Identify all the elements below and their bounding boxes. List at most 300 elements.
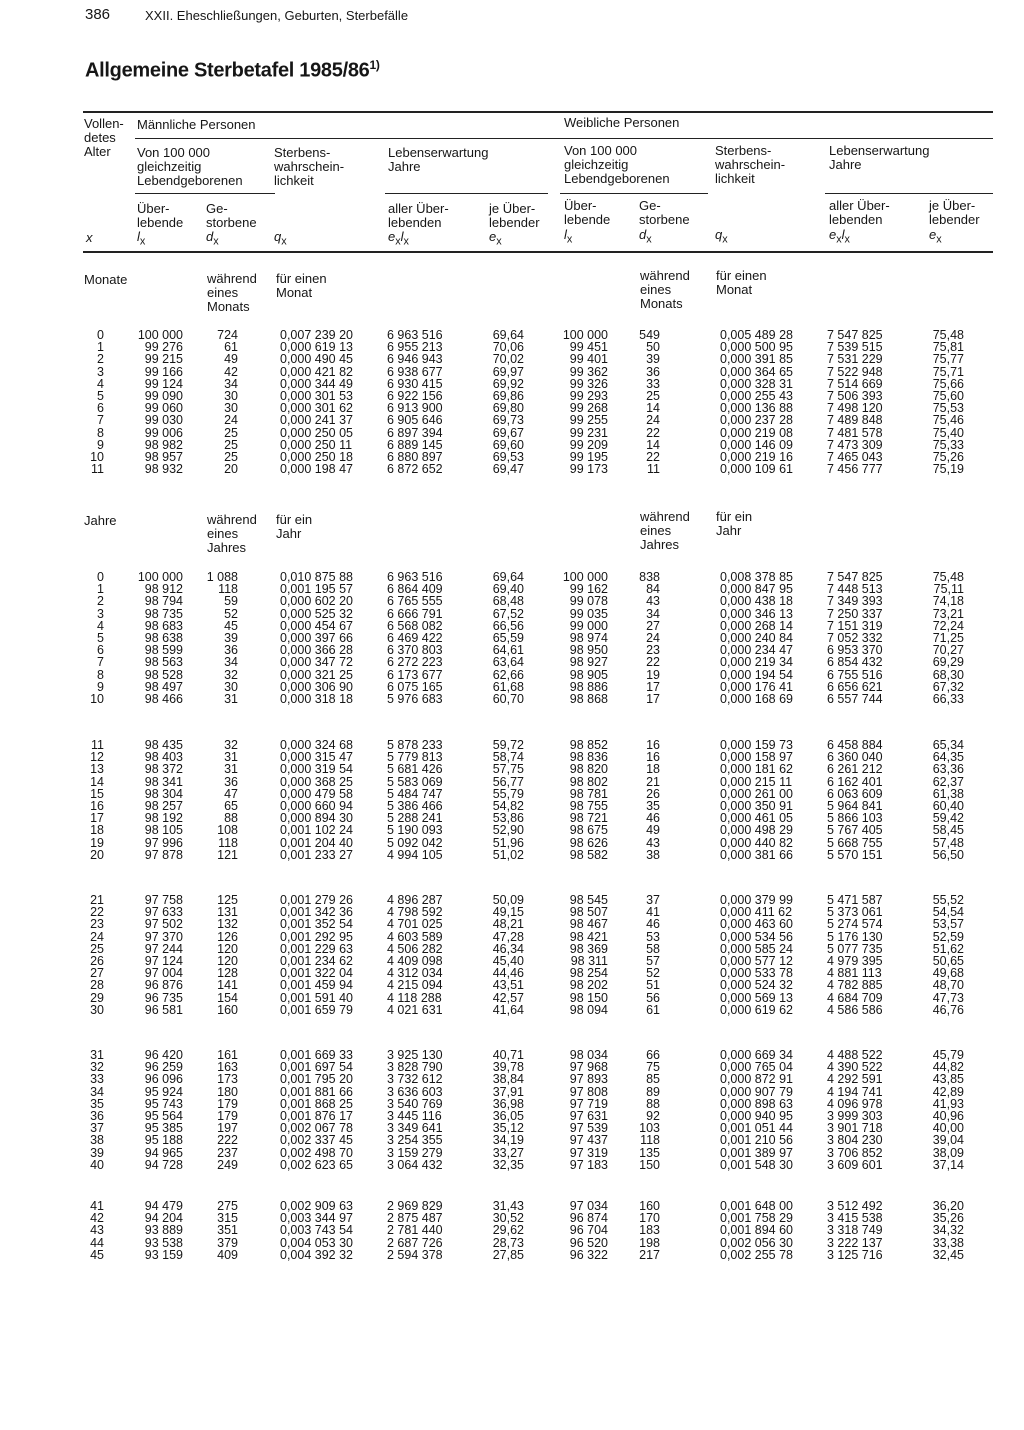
years-male-during-line2: eines <box>207 526 239 541</box>
cell-m-qx: 0,001 233 27 <box>280 847 353 862</box>
cell-m-qx: 0,000 301 62 <box>280 401 353 416</box>
cell-m-dx: 173 <box>217 1072 238 1087</box>
cell-m-dx: 30 <box>224 389 238 403</box>
cell-f-lx: 98 721 <box>569 811 608 826</box>
cell-age: 3 <box>97 606 104 621</box>
cell-f-lx: 98 886 <box>569 679 608 694</box>
cell-f-ex: 34,32 <box>932 1223 964 1238</box>
cell-m-ex: 34,19 <box>492 1133 524 1148</box>
cell-m-el: 2 875 487 <box>387 1211 443 1226</box>
cell-f-dx: 217 <box>639 1247 660 1262</box>
cell-f-el: 5 866 103 <box>827 811 883 826</box>
cell-f-qx: 0,000 391 85 <box>720 352 793 367</box>
cell-f-el: 5 471 587 <box>827 893 883 907</box>
cell-m-lx: 99 060 <box>144 401 183 416</box>
cell-age: 0 <box>97 570 104 584</box>
cell-m-ex: 67,52 <box>492 606 524 621</box>
cell-age: 26 <box>90 954 104 968</box>
cell-f-el: 7 052 332 <box>827 631 883 645</box>
cell-m-qx: 0,000 241 37 <box>280 413 353 428</box>
page-number: 386 <box>85 6 111 23</box>
cell-m-ex: 69,67 <box>492 425 524 440</box>
cell-f-dx: 50 <box>646 340 660 355</box>
cell-f-dx: 53 <box>646 929 660 944</box>
cell-m-lx: 97 633 <box>144 905 183 920</box>
cell-f-lx: 99 173 <box>569 462 608 477</box>
cell-m-lx: 99 006 <box>144 425 183 440</box>
cell-f-dx: 92 <box>646 1109 660 1123</box>
cell-m-dx: 39 <box>224 631 238 645</box>
cell-f-ex: 50,65 <box>932 954 964 968</box>
cell-m-ex: 56,77 <box>492 774 524 789</box>
cell-m-lx: 97 758 <box>144 893 183 907</box>
cell-f-ex: 55,52 <box>932 893 964 907</box>
cell-m-ex: 62,66 <box>492 667 524 682</box>
female-per-survivor-header <box>929 199 980 227</box>
cell-age: 31 <box>90 1048 104 1062</box>
cell-m-lx: 94 728 <box>144 1157 183 1172</box>
cell-f-qx: 0,000 219 16 <box>720 450 793 464</box>
cell-f-ex: 32,45 <box>932 1247 964 1262</box>
cell-f-lx: 96 874 <box>569 1211 608 1226</box>
female-expect-line2: Jahre <box>829 157 862 172</box>
cell-age: 1 <box>97 582 104 597</box>
table-row <box>0 462 1024 476</box>
cell-m-dx: 315 <box>217 1211 238 1226</box>
cell-age: 3 <box>97 364 104 379</box>
cell-f-dx: 25 <box>646 389 660 403</box>
cell-f-el: 4 979 395 <box>827 954 883 968</box>
cell-m-qx: 0,002 909 63 <box>280 1199 353 1213</box>
cell-f-qx: 0,000 765 04 <box>720 1060 793 1075</box>
cell-m-lx: 96 581 <box>144 1002 183 1017</box>
cell-f-qx: 0,000 181 62 <box>720 762 793 777</box>
cell-f-ex: 40,00 <box>932 1121 964 1136</box>
cell-f-el: 4 292 591 <box>827 1072 883 1087</box>
cell-m-el: 2 687 726 <box>387 1235 443 1250</box>
cell-f-el: 7 250 337 <box>827 606 883 621</box>
cell-f-el: 5 668 755 <box>827 835 883 850</box>
cell-m-el: 2 969 829 <box>387 1199 443 1213</box>
cell-f-lx: 97 808 <box>569 1084 608 1099</box>
cell-f-dx: 27 <box>646 618 660 633</box>
cell-m-lx: 95 188 <box>144 1133 183 1148</box>
cell-age: 8 <box>97 667 104 682</box>
cell-f-el: 6 755 516 <box>827 667 883 682</box>
cell-m-qx: 0,000 319 54 <box>280 762 353 777</box>
cell-f-el: 4 782 885 <box>827 978 883 993</box>
female-survivors-line2: lebende <box>564 212 611 227</box>
cell-age: 42 <box>90 1211 104 1226</box>
cell-m-el: 6 370 803 <box>387 643 443 658</box>
cell-m-ex: 59,72 <box>492 738 524 752</box>
cell-f-dx: 21 <box>646 774 660 789</box>
female-from100k-line3: Lebendgeborenen <box>564 171 670 186</box>
cell-f-qx: 0,000 872 91 <box>720 1072 793 1087</box>
cell-f-qx: 0,001 648 00 <box>720 1199 793 1213</box>
cell-m-lx: 98 192 <box>144 811 183 826</box>
cell-f-dx: 135 <box>639 1145 660 1160</box>
cell-f-qx: 0,000 350 91 <box>720 799 793 813</box>
cell-m-el: 3 636 603 <box>387 1084 443 1099</box>
cell-m-ex: 63,64 <box>492 655 524 670</box>
cell-f-el: 3 512 492 <box>827 1199 883 1213</box>
female-prob-header <box>715 144 785 186</box>
cell-f-ex: 75,11 <box>933 582 964 597</box>
cell-m-ex: 31,43 <box>492 1199 524 1213</box>
cell-f-dx: 52 <box>646 966 660 981</box>
cell-f-ex: 62,37 <box>932 774 964 789</box>
years-section-label: Jahre <box>84 513 117 528</box>
years-female-during-line2: eines <box>640 523 672 538</box>
cell-f-qx: 0,000 577 12 <box>720 954 793 968</box>
cell-age: 36 <box>90 1109 104 1123</box>
cell-f-el: 3 125 716 <box>827 1247 883 1262</box>
female-expect-line1: Lebenserwartung <box>829 143 930 158</box>
years-male-forone <box>276 513 312 541</box>
cell-m-el: 3 445 116 <box>387 1109 442 1123</box>
cell-f-lx: 97 539 <box>569 1121 608 1136</box>
cell-m-qx: 0,001 352 54 <box>280 917 353 932</box>
cell-age: 43 <box>90 1223 104 1238</box>
cell-f-dx: 23 <box>646 643 660 658</box>
male-prob-line1: Sterbens- <box>274 145 331 160</box>
male-per-survivor-line1: je Über- <box>489 201 536 216</box>
cell-f-lx: 98 507 <box>569 905 608 920</box>
cell-m-dx: 121 <box>217 847 238 862</box>
cell-f-qx: 0,000 898 63 <box>720 1096 793 1111</box>
cell-f-dx: 24 <box>646 631 660 645</box>
cell-f-ex: 65,34 <box>932 738 964 752</box>
cell-m-lx: 97 004 <box>144 966 183 981</box>
female-all-survivors-line2: lebenden <box>829 212 883 227</box>
cell-m-qx: 0,000 397 66 <box>280 631 353 645</box>
cell-m-ex: 68,48 <box>492 594 524 609</box>
cell-f-el: 6 162 401 <box>827 774 883 789</box>
cell-m-lx: 98 599 <box>144 643 183 658</box>
cell-m-el: 6 946 943 <box>387 352 443 367</box>
cell-m-el: 3 064 432 <box>387 1157 443 1172</box>
months-male-during-line1: während <box>207 271 257 286</box>
cell-m-ex: 69,97 <box>492 364 524 379</box>
cell-f-lx: 97 631 <box>569 1109 608 1123</box>
cell-f-dx: 85 <box>646 1072 660 1087</box>
cell-f-el: 6 458 884 <box>827 738 883 752</box>
male-from100k-header <box>137 146 243 188</box>
cell-f-ex: 41,93 <box>932 1096 964 1111</box>
cell-m-ex: 36,05 <box>492 1109 524 1123</box>
cell-m-dx: 126 <box>217 929 238 944</box>
cell-m-ex: 70,02 <box>492 352 524 367</box>
cell-m-ex: 49,15 <box>492 905 524 920</box>
running-header: XXII. Eheschließungen, Geburten, Sterbefälle <box>145 8 409 23</box>
cell-m-el: 6 930 415 <box>387 376 443 391</box>
cell-m-el: 3 925 130 <box>387 1048 443 1062</box>
cell-m-ex: 47,28 <box>492 929 524 944</box>
cell-m-dx: 120 <box>217 941 238 956</box>
cell-m-ex: 69,80 <box>492 401 524 416</box>
months-female-forone <box>716 269 767 297</box>
age-header-line2: detes <box>84 130 116 145</box>
cell-f-lx: 98 150 <box>569 990 608 1005</box>
cell-f-qx: 0,000 533 78 <box>720 966 793 981</box>
months-female-forone-line2: Monat <box>716 282 753 297</box>
cell-f-ex: 69,29 <box>932 655 964 670</box>
cell-f-ex: 42,89 <box>932 1084 964 1099</box>
cell-f-dx: 33 <box>646 376 660 391</box>
cell-m-el: 6 666 791 <box>387 606 443 621</box>
cell-age: 17 <box>90 811 104 826</box>
cell-m-ex: 69,64 <box>492 328 524 342</box>
cell-age: 9 <box>97 437 104 452</box>
cell-m-el: 5 976 683 <box>387 692 443 706</box>
male-deceased-line1: Ge- <box>206 201 228 216</box>
cell-f-ex: 58,45 <box>932 823 964 838</box>
cell-m-qx: 0,002 623 65 <box>280 1157 353 1172</box>
cell-m-ex: 51,02 <box>492 847 524 862</box>
cell-f-dx: 22 <box>646 655 660 670</box>
cell-f-el: 5 077 735 <box>827 941 883 956</box>
cell-m-dx: 249 <box>217 1157 238 1172</box>
cell-f-lx: 97 319 <box>569 1145 608 1160</box>
cell-f-qx: 0,000 240 84 <box>720 631 793 645</box>
cell-age: 16 <box>90 799 104 813</box>
cell-f-lx: 99 231 <box>569 425 608 440</box>
page-title <box>85 58 380 83</box>
months-male-during-line3: Monats <box>207 299 250 314</box>
cell-f-el: 5 373 061 <box>827 905 883 920</box>
cell-m-ex: 43,51 <box>492 978 524 993</box>
cell-m-dx: 409 <box>217 1247 238 1262</box>
cell-f-lx: 98 545 <box>569 893 608 907</box>
male-deceased-header <box>206 202 257 230</box>
cell-f-dx: 61 <box>646 1002 660 1017</box>
months-male-forone-line1: für einen <box>276 271 327 286</box>
cell-f-dx: 16 <box>646 738 660 752</box>
cell-m-dx: 108 <box>217 823 238 838</box>
cell-m-lx: 96 876 <box>144 978 183 993</box>
cell-m-ex: 61,68 <box>492 679 524 694</box>
cell-f-dx: 17 <box>646 679 660 694</box>
cell-f-ex: 45,79 <box>932 1048 964 1062</box>
cell-f-qx: 0,000 176 41 <box>720 679 793 694</box>
cell-f-el: 7 514 669 <box>827 376 883 391</box>
cell-f-ex: 44,82 <box>932 1060 964 1075</box>
male-symbol-e: $e_x$ <box>489 229 502 248</box>
cell-f-qx: 0,000 524 32 <box>720 978 793 993</box>
cell-m-qx: 0,000 366 28 <box>280 643 353 658</box>
cell-m-lx: 95 924 <box>144 1084 183 1099</box>
cell-m-el: 2 781 440 <box>387 1223 443 1238</box>
cell-m-qx: 0,000 660 94 <box>280 799 353 813</box>
cell-m-ex: 69,47 <box>492 462 524 477</box>
female-all-survivors-header <box>829 199 890 227</box>
cell-f-lx: 98 950 <box>569 643 608 658</box>
cell-m-el: 4 603 589 <box>387 929 443 944</box>
cell-f-dx: 46 <box>646 811 660 826</box>
cell-f-lx: 98 974 <box>569 631 608 645</box>
cell-f-ex: 48,70 <box>932 978 964 993</box>
cell-m-dx: 25 <box>224 450 238 464</box>
cell-m-lx: 98 105 <box>144 823 183 838</box>
cell-m-ex: 29,62 <box>492 1223 524 1238</box>
cell-age: 8 <box>97 425 104 440</box>
cell-m-lx: 99 276 <box>144 340 183 355</box>
cell-f-el: 6 261 212 <box>827 762 883 777</box>
cell-f-el: 7 481 578 <box>827 425 883 440</box>
cell-m-dx: 25 <box>224 437 238 452</box>
cell-f-qx: 0,000 255 43 <box>720 389 793 403</box>
cell-age: 41 <box>90 1199 104 1213</box>
cell-m-ex: 52,90 <box>492 823 524 838</box>
cell-m-el: 6 765 555 <box>387 594 443 609</box>
cell-m-dx: 34 <box>224 655 238 670</box>
cell-f-dx: 89 <box>646 1084 660 1099</box>
cell-f-ex: 43,85 <box>932 1072 964 1087</box>
cell-age: 33 <box>90 1072 104 1087</box>
cell-f-el: 3 415 538 <box>827 1211 883 1226</box>
cell-f-qx: 0,001 758 29 <box>720 1211 793 1226</box>
male-prob-line3: lichkeit <box>274 173 314 188</box>
cell-age: 25 <box>90 941 104 956</box>
cell-f-lx: 99 401 <box>569 352 608 367</box>
cell-age: 7 <box>97 413 104 428</box>
cell-m-qx: 0,000 525 32 <box>280 606 353 621</box>
cell-m-ex: 50,09 <box>492 893 524 907</box>
cell-m-el: 5 779 813 <box>387 750 443 765</box>
months-section-label: Monate <box>84 272 128 287</box>
cell-f-dx: 198 <box>639 1235 660 1250</box>
cell-m-el: 6 922 156 <box>387 389 443 403</box>
cell-m-lx: 98 528 <box>144 667 183 682</box>
cell-m-el: 6 913 900 <box>387 401 443 416</box>
cell-f-qx: 0,000 669 34 <box>720 1048 793 1062</box>
cell-f-dx: 838 <box>639 570 660 584</box>
cell-m-dx: 49 <box>224 352 238 367</box>
cell-m-qx: 0,001 697 54 <box>280 1060 353 1075</box>
cell-m-dx: 275 <box>217 1199 238 1213</box>
cell-age: 40 <box>90 1157 104 1172</box>
cell-f-qx: 0,005 489 28 <box>720 328 793 342</box>
cell-f-dx: 11 <box>647 462 660 477</box>
cell-f-lx: 98 836 <box>569 750 608 765</box>
table-row <box>0 692 1024 706</box>
cell-f-qx: 0,000 261 00 <box>720 786 793 801</box>
cell-f-qx: 0,000 219 34 <box>720 655 793 670</box>
cell-f-ex: 51,62 <box>932 941 964 956</box>
cell-f-ex: 39,04 <box>932 1133 964 1148</box>
cell-m-dx: 30 <box>224 679 238 694</box>
cell-f-dx: 22 <box>646 450 660 464</box>
cell-m-qx: 0,000 602 20 <box>280 594 353 609</box>
cell-m-ex: 30,52 <box>492 1211 524 1226</box>
female-symbol-e: $e_x$ <box>929 227 942 246</box>
cell-m-ex: 70,06 <box>492 340 524 355</box>
cell-f-qx: 0,008 378 85 <box>720 570 793 584</box>
cell-f-dx: 43 <box>646 835 660 850</box>
years-female-during <box>640 510 690 552</box>
cell-m-lx: 93 538 <box>144 1235 183 1250</box>
cell-m-ex: 36,98 <box>492 1096 524 1111</box>
cell-m-lx: 96 420 <box>144 1048 183 1062</box>
cell-m-ex: 65,59 <box>492 631 524 645</box>
cell-f-qx: 0,000 379 99 <box>720 893 793 907</box>
cell-f-dx: 46 <box>646 917 660 932</box>
cell-f-el: 3 222 137 <box>827 1235 883 1250</box>
female-per-survivor-line1: je Über- <box>929 198 976 213</box>
cell-m-dx: 237 <box>217 1145 238 1160</box>
cell-f-dx: 35 <box>646 799 660 813</box>
years-female-forone-line2: Jahr <box>716 523 742 538</box>
cell-age: 22 <box>90 905 104 920</box>
years-male-forone-line1: für ein <box>276 512 313 527</box>
cell-m-lx: 98 257 <box>144 799 183 813</box>
male-from100k-line2: gleichzeitig <box>137 159 202 174</box>
cell-f-ex: 75,66 <box>932 376 964 391</box>
cell-m-el: 6 864 409 <box>387 582 443 597</box>
cell-age: 20 <box>90 847 104 862</box>
cell-f-ex: 75,71 <box>932 364 964 379</box>
cell-age: 6 <box>97 401 104 416</box>
cell-m-ex: 54,82 <box>492 799 524 813</box>
cell-m-ex: 46,34 <box>492 941 524 956</box>
months-female-during-line3: Monats <box>640 296 683 311</box>
cell-f-lx: 97 719 <box>569 1096 608 1111</box>
cell-m-el: 4 994 105 <box>387 847 443 862</box>
cell-age: 13 <box>90 762 104 777</box>
cell-f-el: 5 570 151 <box>827 847 883 862</box>
cell-m-dx: 118 <box>218 835 238 850</box>
cell-f-dx: 26 <box>646 786 660 801</box>
cell-m-qx: 0,001 279 26 <box>280 893 353 907</box>
cell-f-dx: 160 <box>639 1199 660 1213</box>
cell-m-qx: 0,001 459 94 <box>280 978 353 993</box>
cell-f-el: 5 274 574 <box>827 917 883 932</box>
cell-m-el: 6 938 677 <box>387 364 443 379</box>
cell-f-el: 7 456 777 <box>827 462 883 477</box>
cell-f-lx: 96 520 <box>569 1235 608 1250</box>
cell-f-qx: 0,000 146 09 <box>720 437 793 452</box>
cell-f-lx: 98 034 <box>569 1048 608 1062</box>
cell-m-lx: 98 912 <box>144 582 183 597</box>
cell-m-lx: 100 000 <box>137 570 183 584</box>
cell-f-qx: 0,000 500 95 <box>720 340 793 355</box>
table-row <box>0 1003 1024 1017</box>
cell-f-ex: 75,40 <box>932 425 964 440</box>
cell-m-qx: 0,001 292 95 <box>280 929 353 944</box>
cell-f-ex: 54,54 <box>932 905 964 920</box>
cell-m-el: 4 896 287 <box>387 893 443 907</box>
cell-f-qx: 0,000 328 31 <box>720 376 793 391</box>
cell-m-el: 5 681 426 <box>387 762 443 777</box>
cell-f-ex: 38,09 <box>932 1145 964 1160</box>
cell-m-el: 5 583 069 <box>387 774 443 789</box>
cell-f-el: 7 465 043 <box>827 450 883 464</box>
cell-m-lx: 95 743 <box>144 1096 183 1111</box>
cell-m-lx: 99 030 <box>144 413 183 428</box>
male-expect-header <box>388 146 488 174</box>
cell-m-lx: 93 159 <box>144 1247 183 1262</box>
cell-m-dx: 128 <box>217 966 238 981</box>
female-deceased-line1: Ge- <box>639 198 661 213</box>
cell-f-el: 7 506 393 <box>827 389 883 403</box>
cell-f-dx: 24 <box>646 413 660 428</box>
cell-m-el: 3 349 641 <box>387 1121 443 1136</box>
cell-m-lx: 97 502 <box>144 917 183 932</box>
cell-f-lx: 98 626 <box>569 835 608 850</box>
cell-f-dx: 103 <box>639 1121 660 1136</box>
cell-f-ex: 75,48 <box>932 328 964 342</box>
